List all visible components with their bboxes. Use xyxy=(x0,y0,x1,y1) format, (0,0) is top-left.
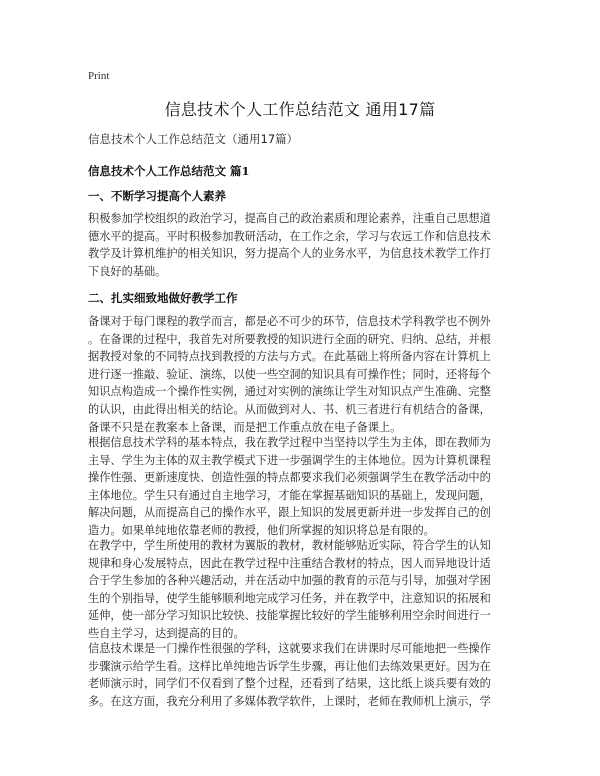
paragraph-line: 主体地位。学生只有通过自主地学习，才能在掌握基础知识的基础上，发现问题， xyxy=(88,488,491,502)
paragraph-line: 根据信息技术学科的基本特点，我在教学过程中当坚持以学生为主体，即在教师为 xyxy=(88,436,491,449)
paragraph-line: 下良好的基础。 xyxy=(88,264,167,278)
paragraph-line: 进行逐一推敲、验证、演练，以使一些空洞的知识具有可操作性；同时，还将每个 xyxy=(88,367,491,381)
paragraph-line: 规律和身心发展特点，因此在教学过程中注重结合教材的特点，因人而异地设计适 xyxy=(88,556,491,570)
paragraph-line: 合于学生参加的各种兴趣活动，并在活动中加强的教育的示范与引导，加强对学困 xyxy=(88,574,491,588)
section2-paragraph-3 xyxy=(88,537,516,643)
document-title: 信息技术个人工作总结范文 通用17篇 xyxy=(164,100,436,119)
paragraph-line: 积极参加学校组织的政治学习，提高自己的政治素质和理论素养，注重自己思想道 xyxy=(88,212,491,225)
paragraph-line: 主导、学生为主体的双主教学模式下进一步强调学生的主体地位。因为计算机课程 xyxy=(88,453,491,467)
paragraph-line: 多。在这方面，我充分利用了多媒体教学软件，上课时，老师在教师机上演示，学 xyxy=(88,694,491,708)
print-label[interactable]: Print xyxy=(88,70,110,82)
section1-heading: 一、不断学习提高个人素养 xyxy=(88,189,226,203)
section2-paragraph-1 xyxy=(88,313,516,436)
paragraph-line: 据教授对象的不同特点找到教授的方法与方式。在此基础上将所备内容在计算机上 xyxy=(88,350,491,364)
paragraph-line: 德水平的提高。平时积极参加教研活动，在工作之余，学习与农远工作和信息技术 xyxy=(88,229,491,243)
paragraph-line: 在教学中，学生所使用的教材为翼版的教材，教材能够贴近实际，符合学生的认知 xyxy=(88,539,491,552)
document-subtitle: 信息技术个人工作总结范文（通用17篇） xyxy=(88,132,299,146)
section2-paragraph-2 xyxy=(88,434,516,540)
paragraph-line: 知识点构造成一个操作性实例，通过对实例的演练让学生对知识点产生准确、完整 xyxy=(88,385,491,399)
paragraph-line: 老师演示时，同学们不仅看到了整个过程，还看到了结果，这比纸上谈兵要有效的 xyxy=(88,677,491,691)
paragraph-line: 生的个别指导，使学生能够顺利地完成学习任务，并在教学中，注意知识的拓展和 xyxy=(88,591,491,605)
paragraph-line: 备课不只是在教案本上备课，而是把工作重点放在电子备课上。 xyxy=(88,420,402,434)
paragraph-line: 步骤演示给学生看。这样比单纯地告诉学生步骤，再让他们去练效果更好。因为在 xyxy=(88,659,491,673)
paragraph-line: 信息技术课是一门操作性很强的学科，这就要求我们在讲课时尽可能地把一些操作 xyxy=(88,642,491,655)
article-heading: 信息技术个人工作总结范文 篇1 xyxy=(88,164,250,178)
paragraph-line: 些自主学习，达到提高的目的。 xyxy=(88,626,245,640)
paragraph-line: 延伸，使一部分学习知识比较快、技能掌握比较好的学生能够利用空余时间进行一 xyxy=(88,609,491,623)
section1-paragraph xyxy=(88,210,516,280)
paragraph-line: 。在备课的过程中，我首先对所要教授的知识进行全面的研究、归纳、总结，并根 xyxy=(88,332,491,346)
section2-heading: 二、扎实细致地做好教学工作 xyxy=(88,291,238,305)
paragraph-line: 造力。如果单纯地依靠老师的教授，他们所掌握的知识将总是有限的。 xyxy=(88,523,435,537)
paragraph-line: 的认识，由此得出相关的结论。从而做到对人、书、机三者进行有机结合的备课， xyxy=(88,402,491,416)
paragraph-line: 备课对于每门课程的教学而言，都是必不可少的环节，信息技术学科教学也不例外 xyxy=(88,315,491,328)
paragraph-line: 解决问题，从而提高自己的操作水平，跟上知识的发展更新并进一步发挥自己的创 xyxy=(88,506,491,520)
section2-paragraph-4 xyxy=(88,640,516,710)
paragraph-line: 操作性强、更新速度快、创造性强的特点都要求我们必须强调学生在教学活动中的 xyxy=(88,471,491,485)
paragraph-line: 教学及计算机维护的相关知识，努力提高个人的业务水平，为信息技术教学工作打 xyxy=(88,247,491,261)
